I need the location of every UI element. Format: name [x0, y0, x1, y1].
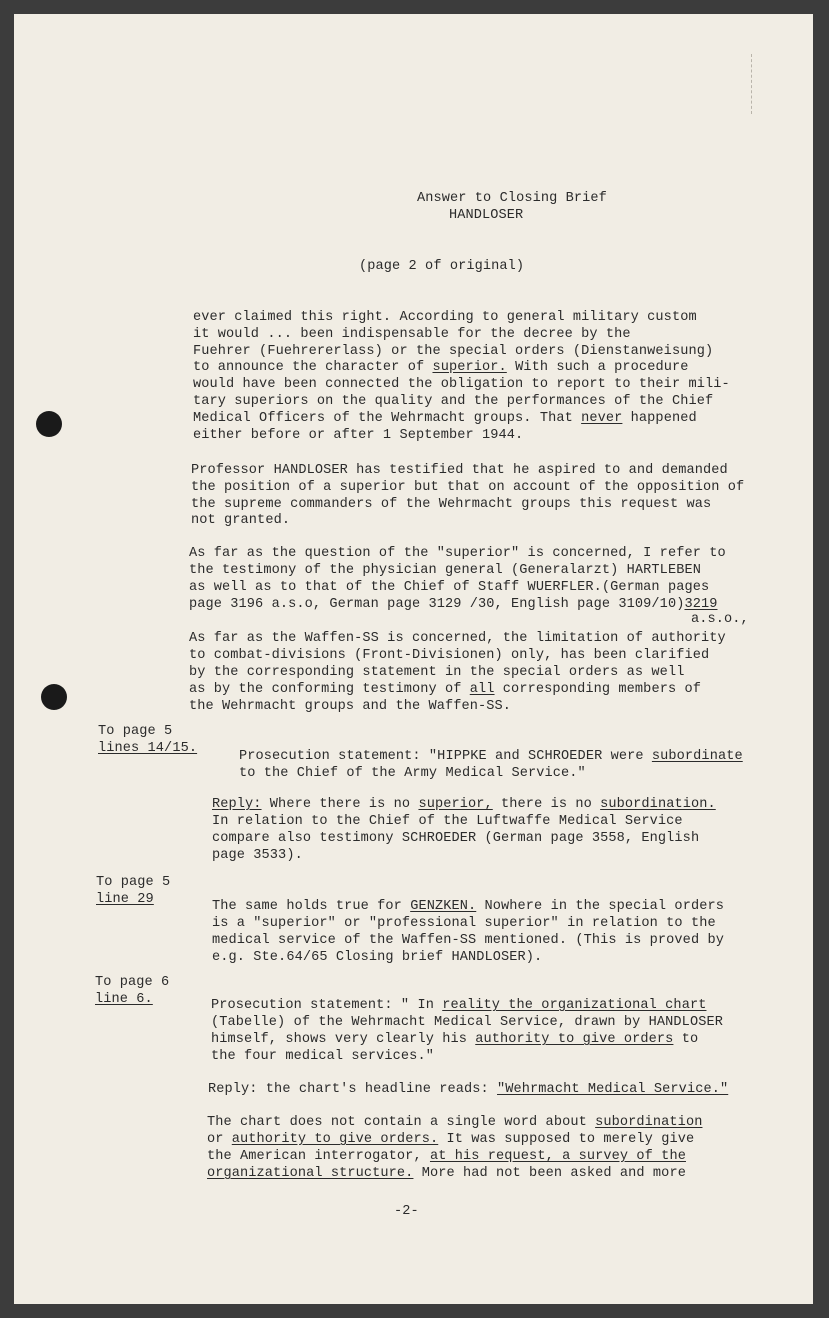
paragraph-line: is a "superior" or "professional superior" in relation to the	[212, 916, 716, 931]
paragraph-line: as by the conforming testimony of all corresponding members of	[189, 682, 701, 697]
paragraph-line: Reply: the chart's headline reads: "Wehrmacht Medical Service."	[208, 1082, 729, 1097]
margin-reference: To page 5	[98, 724, 173, 739]
paragraph-line: to the Chief of the Army Medical Service."	[239, 766, 586, 781]
paragraph-line: the position of a superior but that on account of the opposition of	[191, 480, 745, 495]
paragraph-line: organizational structure. More had not been asked and more	[207, 1166, 686, 1181]
paragraph-line: the testimony of the physician general (Generalarzt) HARTLEBEN	[189, 563, 701, 578]
margin-reference: line 29	[96, 892, 154, 907]
paragraph-line: the four medical services."	[211, 1049, 434, 1064]
paragraph-line: by the corresponding statement in the special orders as well	[189, 665, 685, 680]
paragraph-line: a.s.o.,	[691, 612, 749, 627]
paragraph-line: e.g. Ste.64/65 Closing brief HANDLOSER).	[212, 950, 543, 965]
paragraph-line: the supreme commanders of the Wehrmacht groups this request was	[191, 497, 712, 512]
page-number: -2-	[394, 1204, 419, 1219]
paragraph-line: the American interrogator, at his request, a survey of the	[207, 1149, 686, 1164]
punch-hole	[41, 684, 67, 710]
punch-hole	[36, 411, 62, 437]
paragraph-line: The same holds true for GENZKEN. Nowhere in the special orders	[212, 899, 724, 914]
paragraph-line: medical service of the Waffen-SS mentioned. (This is proved by	[212, 933, 724, 948]
paragraph-line: as well as to that of the Chief of Staff WUERFLER.(German pages	[189, 580, 710, 595]
document-subtitle: HANDLOSER	[449, 208, 524, 223]
paragraph-line: the Wehrmacht groups and the Waffen-SS.	[189, 699, 512, 714]
paragraph-line: Reply: Where there is no superior, there is no subordination.	[212, 797, 716, 812]
paragraph-line: or authority to give orders. It was supposed to merely give	[207, 1132, 695, 1147]
paragraph-line: As far as the question of the "superior" is concerned, I refer to	[189, 546, 726, 561]
paragraph-line: would have been connected the obligation to report to their mili-	[193, 377, 730, 392]
paragraph-line: tary superiors on the quality and the performances of the Chief	[193, 394, 714, 409]
paragraph-line: page 3533).	[212, 848, 303, 863]
paragraph-line: Prosecution statement: "HIPPKE and SCHROEDER were subordinate	[239, 749, 743, 764]
paragraph-line: compare also testimony SCHROEDER (German page 3558, English	[212, 831, 700, 846]
paragraph-line: not granted.	[191, 513, 291, 528]
paragraph-line: either before or after 1 September 1944.	[193, 428, 524, 443]
margin-reference: line 6.	[95, 992, 153, 1007]
paragraph-line: The chart does not contain a single word about subordination	[207, 1115, 703, 1130]
margin-mark	[751, 54, 753, 114]
paragraph-line: to combat-divisions (Front-Divisionen) only, has been clarified	[189, 648, 710, 663]
margin-reference: To page 6	[95, 975, 170, 990]
paragraph-line: As far as the Waffen-SS is concerned, the limitation of authority	[189, 631, 726, 646]
paragraph-line: (Tabelle) of the Wehrmacht Medical Service, drawn by HANDLOSER	[211, 1015, 723, 1030]
paragraph-line: Professor HANDLOSER has testified that he aspired to and demanded	[191, 463, 728, 478]
page-note: (page 2 of original)	[359, 259, 525, 274]
paragraph-line: to announce the character of superior. With such a procedure	[193, 360, 689, 375]
document-title: Answer to Closing Brief	[417, 191, 607, 206]
paragraph-line: it would ... been indispensable for the decree by the	[193, 327, 631, 342]
paragraph-line: In relation to the Chief of the Luftwaffe Medical Service	[212, 814, 683, 829]
paragraph-line: page 3196 a.s.o, German page 3129 /30, English page 3109/10)3219	[189, 597, 718, 612]
paragraph-line: himself, shows very clearly his authority to give orders to	[211, 1032, 699, 1047]
paragraph-line: Medical Officers of the Wehrmacht groups. That never happened	[193, 411, 697, 426]
paragraph-line: Prosecution statement: " In reality the organizational chart	[211, 998, 707, 1013]
paragraph-line: Fuehrer (Fuehrererlass) or the special orders (Dienstanweisung)	[193, 344, 714, 359]
margin-reference: To page 5	[96, 875, 171, 890]
paragraph-line: ever claimed this right. According to general military custom	[193, 310, 697, 325]
margin-reference: lines 14/15.	[98, 741, 198, 756]
